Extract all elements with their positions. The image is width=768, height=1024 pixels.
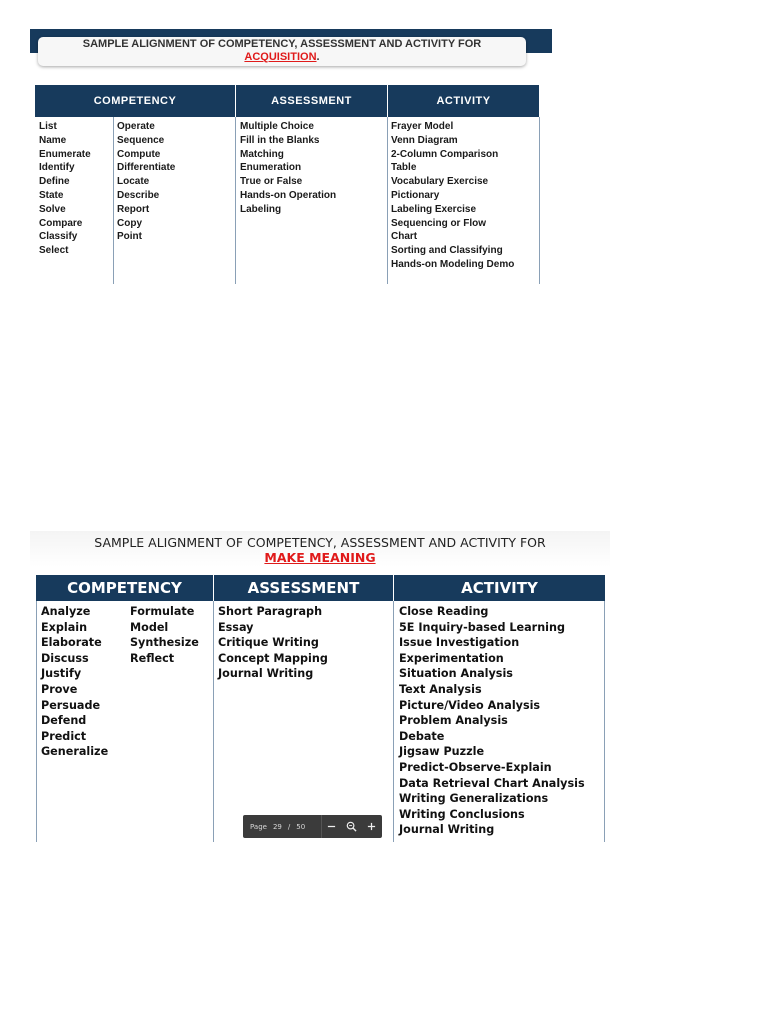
slide1-header-assessment: ASSESSMENT: [236, 85, 387, 117]
list-item: Locate: [117, 176, 150, 188]
list-item: Model: [130, 620, 169, 634]
slide1-title-suffix: .: [316, 51, 320, 63]
slide1-assessment-list: [240, 117, 385, 284]
list-item: Analyze: [41, 605, 91, 618]
list-item: Copy: [117, 217, 142, 229]
list-item: Journal Writing: [399, 823, 495, 837]
list-item: Reflect: [130, 651, 175, 665]
slide1-header-activity: ACTIVITY: [388, 85, 539, 117]
list-item: Discuss: [41, 651, 89, 665]
slide2-assessment-list: [218, 601, 390, 842]
page-separator: /: [287, 822, 291, 831]
slide2-divider: [36, 601, 37, 842]
list-item: Data Retrieval Chart Analysis: [399, 776, 585, 790]
slide2-title-highlight: MAKE MEANING: [264, 550, 376, 565]
list-item: Situation Analysis: [399, 667, 513, 681]
list-item: Critique Writing: [218, 636, 319, 650]
list-item: Formulate: [130, 605, 195, 618]
list-item: Debate: [399, 729, 445, 743]
slide1-title-line1: SAMPLE ALIGNMENT OF COMPETENCY, ASSESSMENT AND ACTIVITY FOR: [82, 38, 482, 50]
slide1-divider: [113, 117, 114, 284]
list-item: Sequencing or Flow: [391, 217, 487, 229]
list-item: 5E Inquiry-based Learning: [399, 620, 565, 634]
slide2-competency-list-2: [130, 601, 212, 842]
list-item: Jigsaw Puzzle: [399, 745, 485, 759]
list-item: Enumeration: [240, 162, 302, 174]
page-label: Page: [250, 822, 267, 831]
list-item: Sequence: [117, 134, 165, 146]
slide2-header-activity: ACTIVITY: [394, 575, 605, 601]
list-item: Vocabulary Exercise: [391, 176, 489, 188]
list-item: Venn Diagram: [391, 134, 458, 146]
list-item: Table: [391, 162, 417, 174]
list-item: Writing Generalizations: [399, 792, 549, 806]
list-item: Prove: [41, 682, 78, 696]
list-item: Operate: [117, 121, 155, 132]
list-item: Chart: [391, 231, 418, 243]
list-item: Define: [39, 176, 70, 188]
list-item: Differentiate: [117, 162, 176, 174]
list-item: Sorting and Classifying: [391, 245, 503, 257]
magnifier-icon: [346, 821, 357, 832]
list-item: Compare: [39, 217, 83, 229]
slide2-divider: [393, 601, 394, 842]
total-pages: 50: [296, 822, 306, 831]
list-item: Pictionary: [391, 189, 440, 201]
pdf-viewer-toolbar: [243, 815, 382, 838]
list-item: Point: [117, 231, 142, 243]
list-item: Justify: [41, 667, 82, 681]
list-item: Journal Writing: [218, 667, 314, 681]
list-item: Generalize: [41, 745, 109, 759]
list-item: Writing Conclusions: [399, 807, 525, 821]
list-item: Text Analysis: [399, 682, 482, 696]
list-item: Defend: [41, 714, 87, 728]
slide2-header-competency: COMPETENCY: [36, 575, 213, 601]
zoom-out-button[interactable]: [322, 815, 342, 838]
list-item: Elaborate: [41, 636, 102, 650]
list-item: Solve: [39, 203, 66, 215]
slide2-title: [30, 535, 610, 565]
list-item: Predict: [41, 729, 87, 743]
list-item: 2-Column Comparison: [391, 148, 499, 160]
list-item: Issue Investigation: [399, 636, 520, 650]
slide1-divider: [235, 117, 236, 284]
list-item: Concept Mapping: [218, 651, 328, 665]
zoom-in-button[interactable]: [362, 815, 382, 838]
list-item: True or False: [240, 176, 303, 188]
list-item: Picture/Video Analysis: [399, 698, 541, 712]
list-item: Persuade: [41, 698, 101, 712]
list-item: Describe: [117, 189, 160, 201]
list-item: Identify: [39, 162, 75, 174]
list-item: Predict-Observe-Explain: [399, 760, 552, 774]
list-item: Labeling: [240, 203, 282, 215]
list-item: Name: [39, 134, 67, 146]
slide2-header-assessment: ASSESSMENT: [214, 575, 393, 601]
list-item: Report: [117, 203, 150, 215]
list-item: Explain: [41, 620, 88, 634]
slide1-divider: [539, 117, 540, 284]
list-item: Hands-on Modeling Demo: [391, 258, 515, 270]
slide1-title: [38, 37, 526, 66]
list-item: State: [39, 189, 64, 201]
list-item: Frayer Model: [391, 121, 454, 132]
slide1-divider: [387, 117, 388, 284]
slide1-competency-list-1: [39, 117, 111, 284]
list-item: Labeling Exercise: [391, 203, 477, 215]
slide2-divider: [604, 601, 605, 842]
slide2-title-line1: SAMPLE ALIGNMENT OF COMPETENCY, ASSESSMENT AND ACTIVITY FOR: [94, 535, 546, 550]
list-item: Experimentation: [399, 651, 504, 665]
list-item: Synthesize: [130, 636, 199, 650]
slide2-activity-list: [399, 601, 603, 842]
list-item: Essay: [218, 620, 254, 634]
plus-icon: [367, 822, 376, 831]
page-indicator: [243, 823, 321, 831]
list-item: Close Reading: [399, 605, 489, 618]
minus-icon: [327, 822, 336, 831]
slide1-header-competency: COMPETENCY: [35, 85, 235, 117]
slide2-competency-list-1: [41, 601, 127, 842]
list-item: Short Paragraph: [218, 605, 323, 618]
list-item: Fill in the Blanks: [240, 134, 320, 146]
list-item: Enumerate: [39, 148, 91, 160]
list-item: Multiple Choice: [240, 121, 314, 132]
list-item: Select: [39, 245, 69, 257]
current-page-input[interactable]: 29: [272, 822, 282, 831]
list-item: Hands-on Operation: [240, 189, 337, 201]
list-item: Classify: [39, 231, 78, 243]
list-item: Matching: [240, 148, 284, 160]
list-item: List: [39, 121, 57, 132]
zoom-button[interactable]: [342, 815, 362, 838]
slide1-title-highlight: ACQUISITION: [244, 51, 317, 63]
slide2-divider: [213, 601, 214, 842]
list-item: Compute: [117, 148, 161, 160]
slide1-activity-list: [391, 117, 537, 284]
slide1-competency-list-2: [117, 117, 233, 284]
list-item: Problem Analysis: [399, 714, 508, 728]
